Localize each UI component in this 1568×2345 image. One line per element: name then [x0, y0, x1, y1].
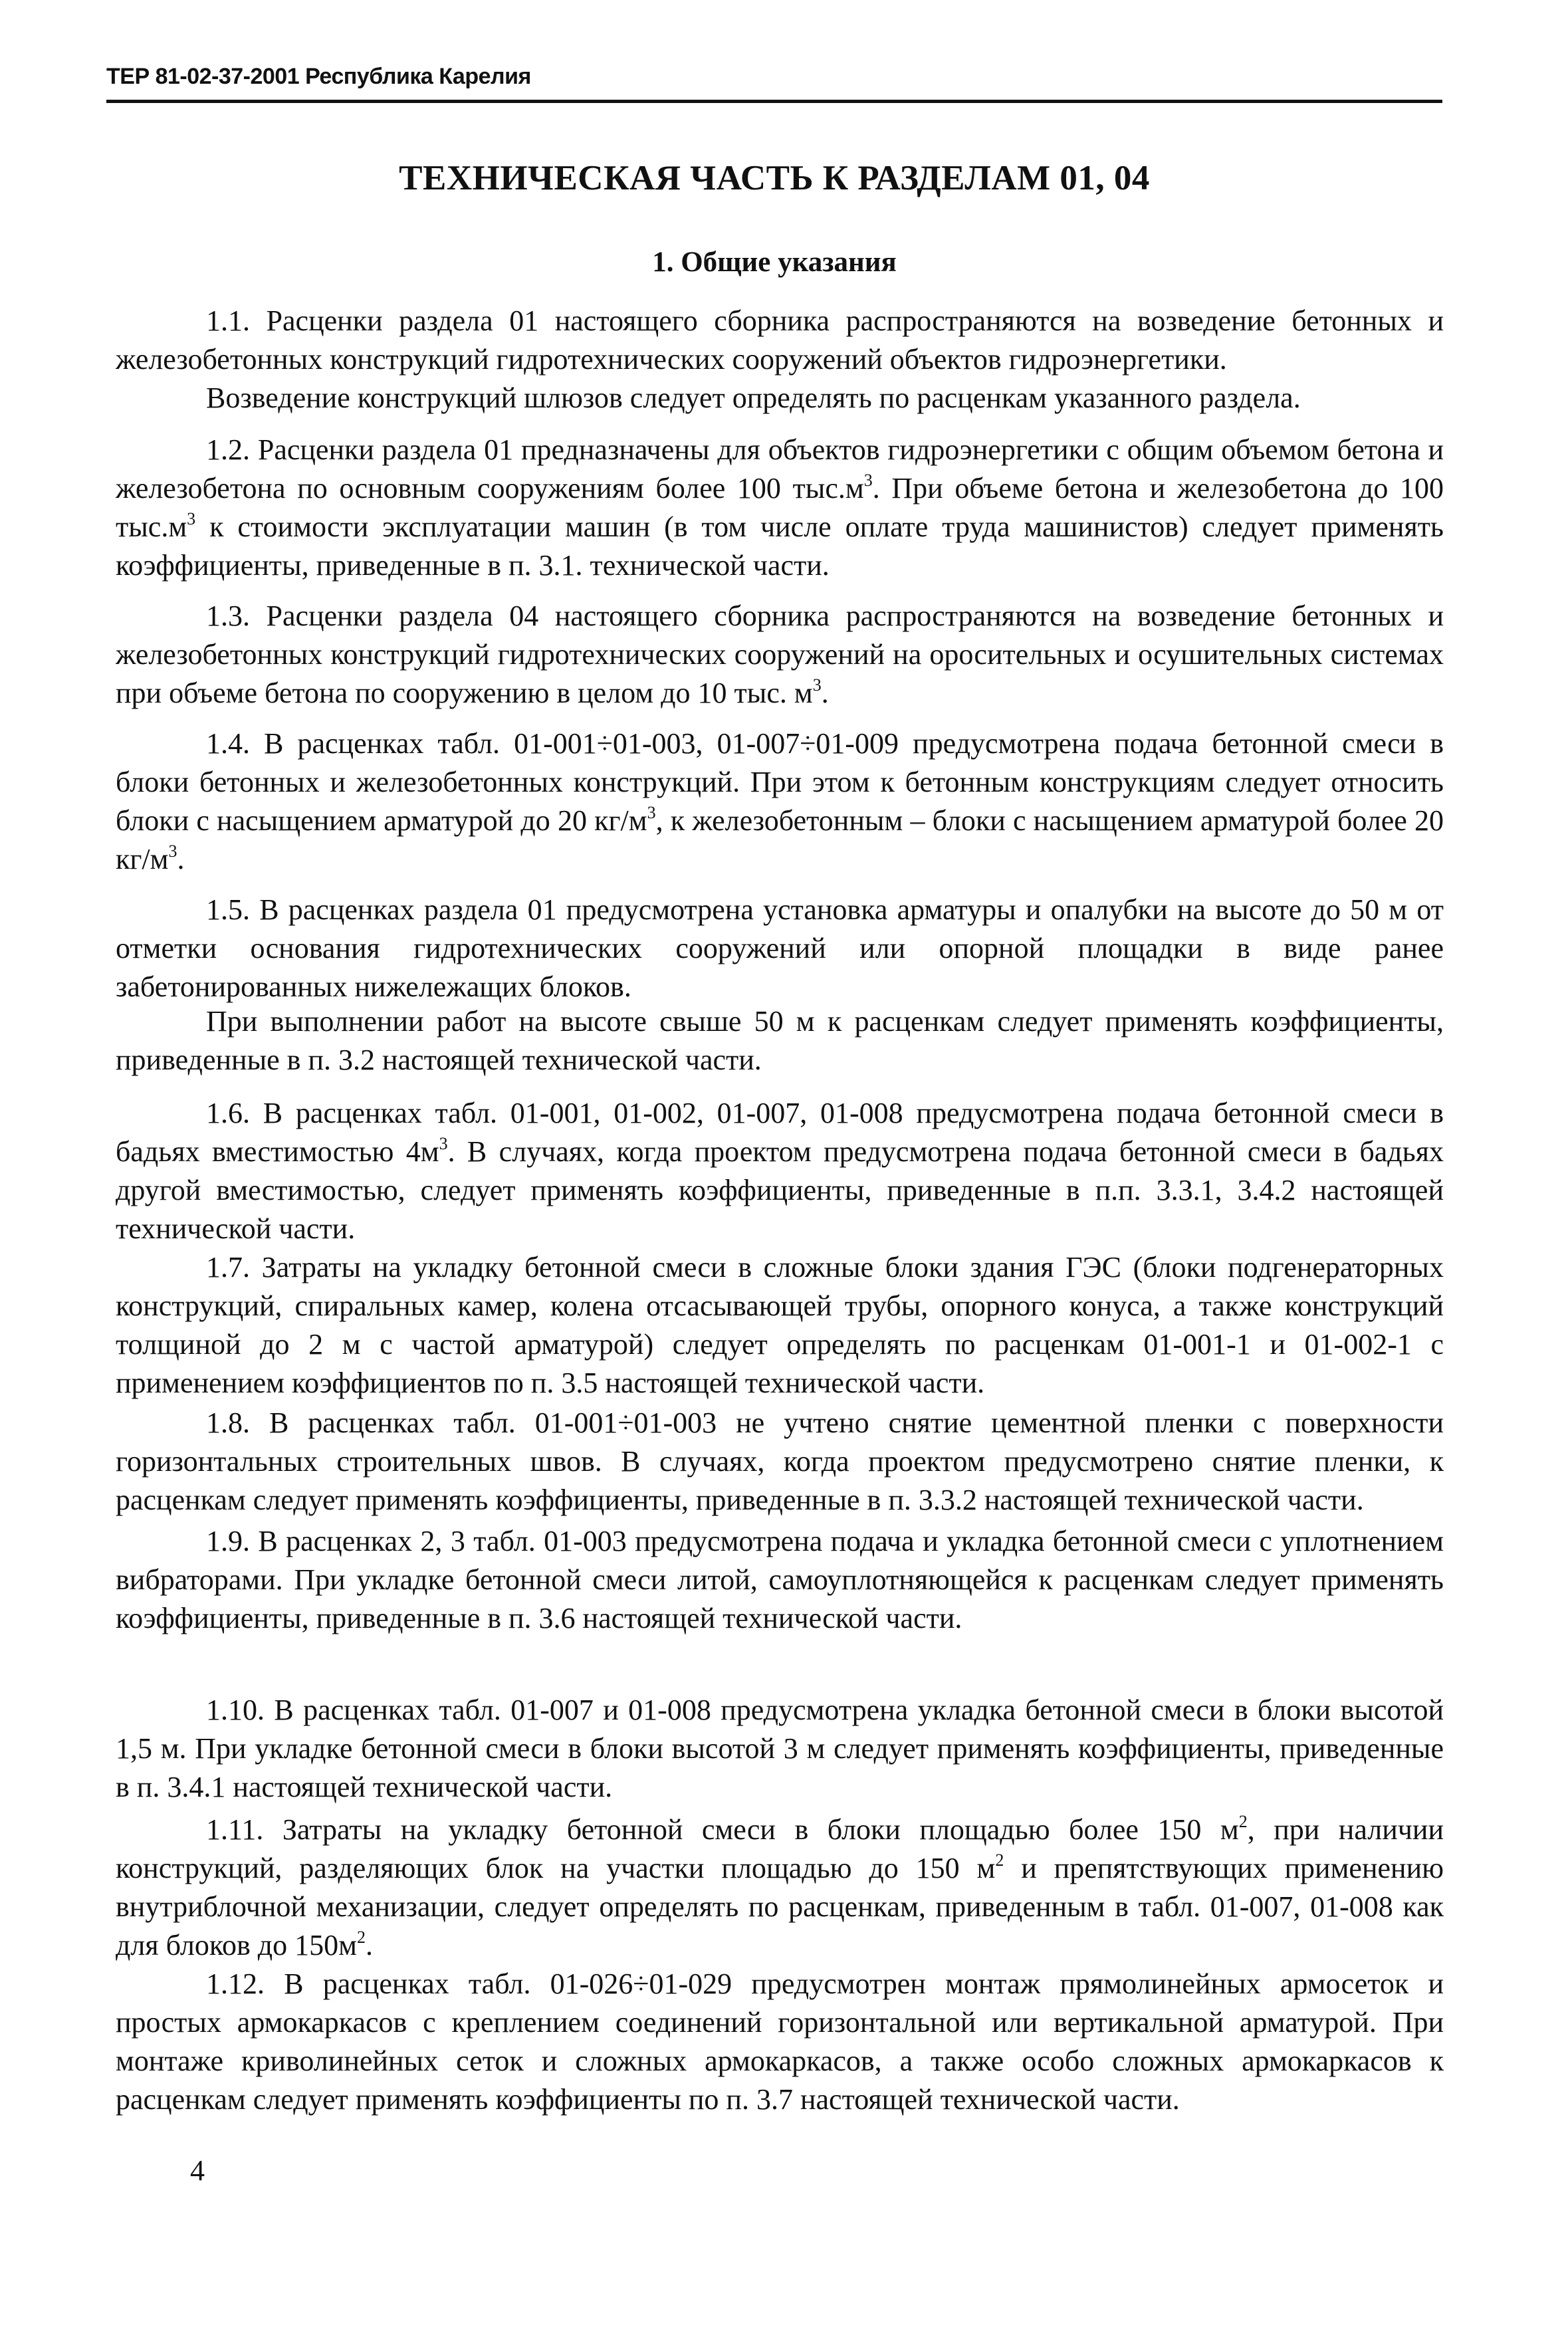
section-heading: 1. Общие указания: [652, 247, 897, 278]
superscript: 3: [168, 841, 177, 861]
page-title: ТЕХНИЧЕСКАЯ ЧАСТЬ К РАЗДЕЛАМ 01, 04: [399, 159, 1150, 197]
paragraph-1-7: 1.7. Затраты на укладку бетонной смеси в сложные блоки здания ГЭС (блоки подгенераторных конструкций, спиральных камер, колена отсасывающей трубы, опорного конуса, а также конструкций толщиной до 2 м с частой арматурой) следует определять по расценкам 01-001-1 и 01-002-1 с применением коэффициентов по п. 3.5 настоящей технической части.: [116, 1251, 1444, 1399]
superscript: 2: [356, 1928, 366, 1948]
superscript: 2: [1238, 1812, 1248, 1832]
header-divider: [106, 100, 1442, 103]
paragraph-1-8: 1.8. В расценках табл. 01-001÷01-003 не учтено снятие цементной пленки с поверхности горизонтальных строительных швов. В случаях, когда проектом предусмотрено снятие пленки, к расценкам следует применять коэффициенты, приведенные в п. 3.3.2 настоящей технической части.: [116, 1406, 1444, 1516]
superscript: 3: [863, 471, 873, 491]
paragraph-1-6: 1.6. В расценках табл. 01-001, 01-002, 01-007, 01-008 предусмотрена подача бетонной смеси в бадьях вместимостью $4м^3$. В случаях, когда проектом предусмотрена подача бетонной смеси в бадьях другой вместимостью, следует применять коэффициенты, приведенные в п.п. 3.3.1, 3.4.2 настоящей технической части.: [116, 1097, 1444, 1245]
paragraph-1-9: 1.9. В расценках 2, 3 табл. 01-003 предусмотрена подача и укладка бетонной смеси с уплотнением вибраторами. При укладке бетонной смеси литой, самоуплотняющейся к расценкам следует применять коэффициенты, приведенные в п. 3.6 настоящей технической части.: [116, 1525, 1444, 1634]
superscript: 3: [647, 803, 656, 823]
paragraph-1-1: 1.1. Расценки раздела 01 настоящего сборника распространяются на возведение бетонных и железобетонных конструкций гидротехнических сооружений объектов гидроэнергетики.: [116, 304, 1444, 376]
paragraph-1-2: 1.2. Расценки раздела 01 предназначены для объектов гидроэнергетики с общим объемом бетона и железобетона по основным сооружениям более 100 $тыс.м^3$. При объеме бетона и железобетона до 100 $тыс.м^3$ к стоимости эксплуатации машин (в том числе оплате труда машинистов) следует применять коэффициенты, приведенные в п. 3.1. технической части.: [116, 433, 1444, 582]
paragraph-1-4: 1.4. В расценках табл. 01-001÷01-003, 01-007÷01-009 предусмотрена подача бетонной смеси в блоки бетонных и железобетонных конструкций. При этом к бетонным конструкциям следует относить блоки с насыщением арматурой до 20 $кг/м^3$, к железобетонным – блоки с насыщением арматурой более 20 $кг/м^3$.: [116, 727, 1444, 875]
paragraph-1-3: 1.3. Расценки раздела 04 настоящего сборника распространяются на возведение бетонных и железобетонных конструкций гидротехнических сооружений на оросительных и осушительных системах при объеме бетона по сооружению в целом до 10 тыс. $м^3$.: [116, 600, 1444, 709]
superscript: 3: [439, 1134, 448, 1154]
paragraph-1-5: 1.5. В расценках раздела 01 предусмотрена установка арматуры и опалубки на высоте до 50 м от отметки основания гидротехнических сооружений или опорной площадки в виде ранее забетонированных нижележащих блоков.: [116, 893, 1444, 1003]
running-header: ТЕР 81-02-37-2001 Республика Карелия: [106, 64, 531, 89]
page-number: 4: [190, 2154, 205, 2187]
paragraph-1-11: 1.11. Затраты на укладку бетонной смеси в блоки площадью более 150 $м^2$, при наличии конструкций, разделяющих блок на участки площадью до 150 $м^2$ и препятствующих применению внутриблочной механизации, следует определять по расценкам, приведенным в табл. 01-007, 01-008 как для блоков до $150м^2$.: [116, 1812, 1444, 1961]
paragraph-1-5-continued: При выполнении работ на высоте свыше 50 м к расценкам следует применять коэффициенты, приведенные в п. 3.2 настоящей технической части.: [116, 1005, 1444, 1076]
superscript: 3: [812, 675, 822, 695]
superscript: 2: [995, 1850, 1004, 1870]
superscript: 3: [187, 509, 196, 529]
paragraph-1-1-continued: Возведение конструкций шлюзов следует определять по расценкам указанного раздела.: [206, 382, 1301, 414]
paragraph-1-10: 1.10. В расценках табл. 01-007 и 01-008 предусмотрена укладка бетонной смеси в блоки высотой 1,5 м. При укладке бетонной смеси в блоки высотой 3 м следует применять коэффициенты, приведенные в п. 3.4.1 настоящей технической части.: [116, 1694, 1444, 1803]
paragraph-1-12: 1.12. В расценках табл. 01-026÷01-029 предусмотрен монтаж прямолинейных армосеток и простых армокаркасов с креплением соединений горизонтальной или вертикальной арматурой. При монтаже криволинейных сеток и сложных армокаркасов, а также особо сложных армокаркасов к расценкам следует применять коэффициенты по п. 3.7 настоящей технической части.: [116, 1967, 1444, 2116]
